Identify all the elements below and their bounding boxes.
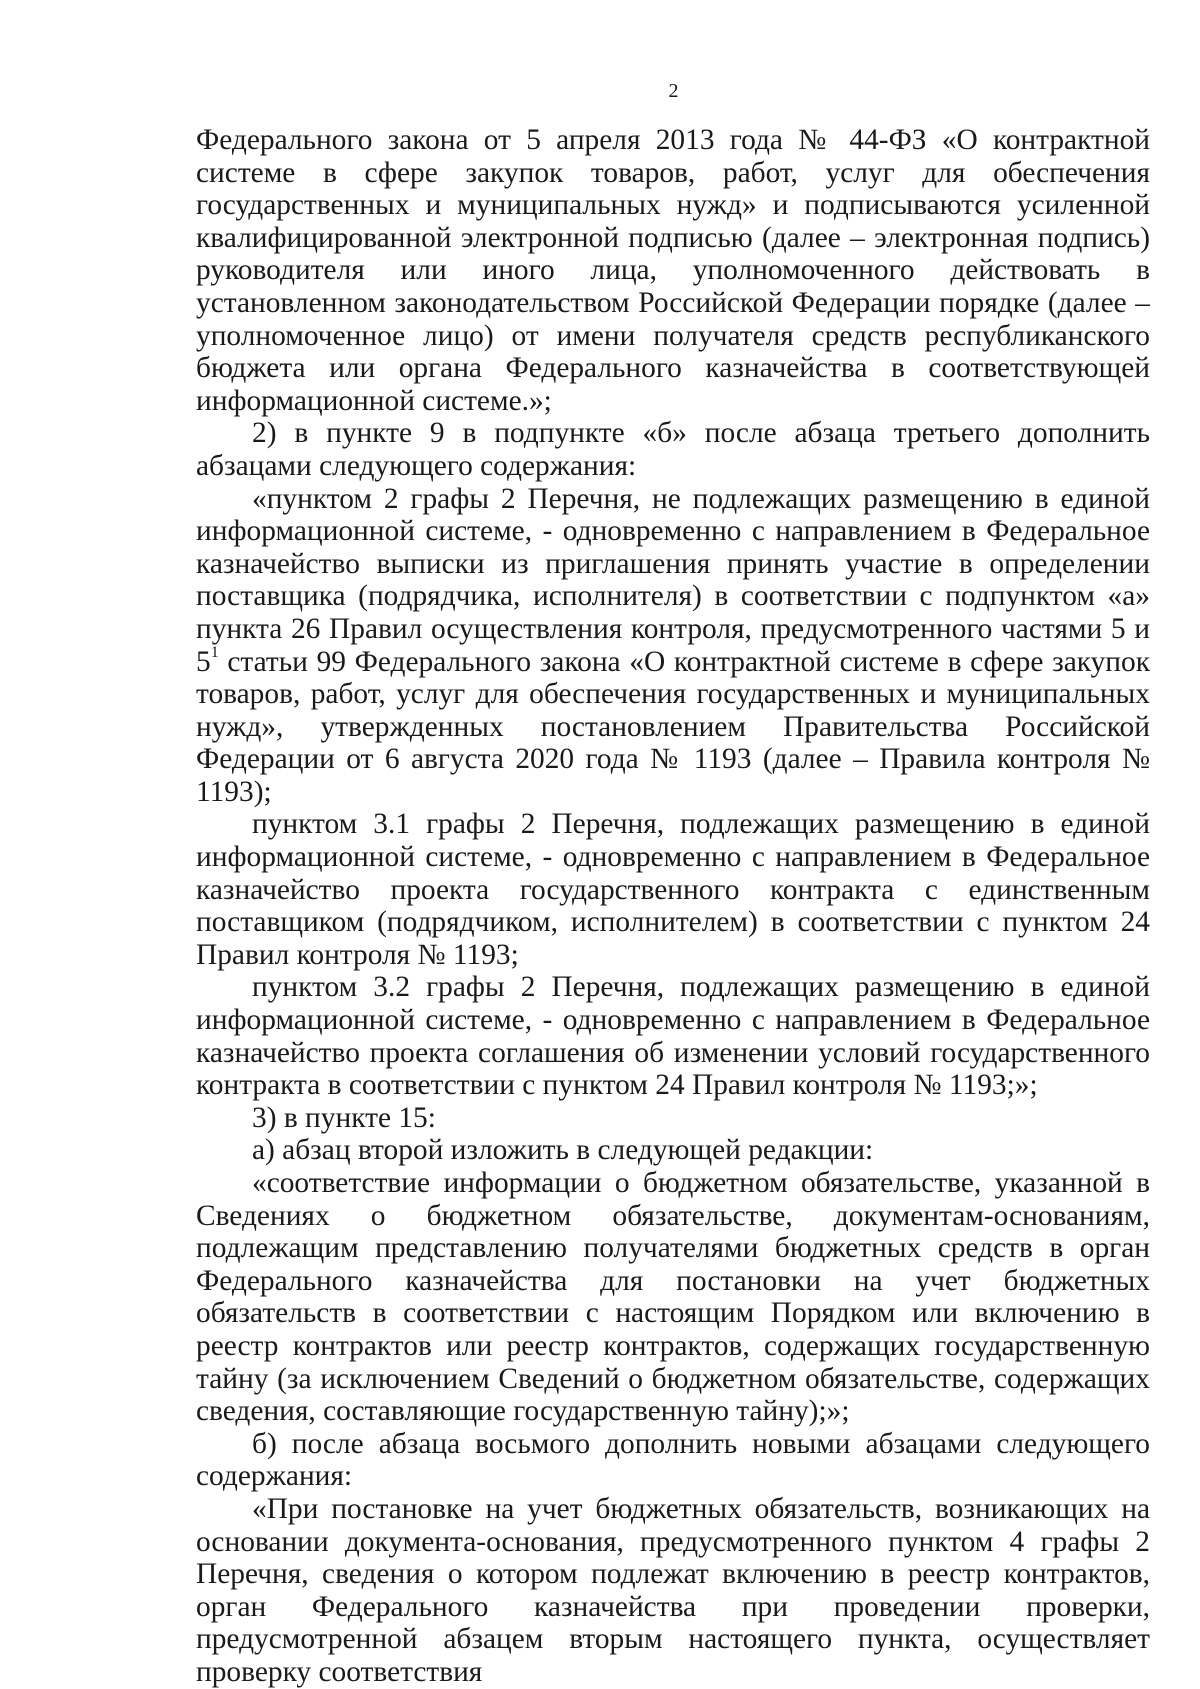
paragraph: «соответствие информации о бюджетном обязательстве, указанной в Сведениях о бюджетном обязательстве, документам-основаниям, подлежащим представлению получателями бюджетных средств в орган Федерального казначейства для постановки на учет бюджетных обязательств в соответствии с настоящим Порядком или включению в реестр контрактов или реестр контрактов, содержащих государственную тайну (за исключением Сведений о бюджетном обязательстве, содержащих сведения, составляющие государственную тайну);»; — [196, 1167, 1150, 1428]
paragraph: а) абзац второй изложить в следующей редакции: — [252, 1134, 874, 1167]
paragraph: пунктом 3.2 графы 2 Перечня, подлежащих размещению в единой информационной системе, - одновременно с направлением в Федеральное казначейство проекта соглашения об изменении условий государственного контракта в соответствии с пунктом 24 Правил контроля № 1193;»; — [196, 971, 1150, 1102]
page-number: 2 — [668, 80, 679, 102]
paragraph: 3) в пункте 15: — [252, 1101, 436, 1134]
paragraph: б) после абзаца восьмого дополнить новыми абзацами следующего содержания: — [196, 1427, 1150, 1493]
paragraph-text: «пунктом 2 графы 2 Перечня, не подлежащих размещению в единой информационной системе, - одновременно с направлением в Федеральное казначейство выписки из приглашения принять участие в определении поставщика (подрядчика, исполнителя) в соответствии с подпунктом «а» пункта 26 Правил осуществления контроля, предусмотренного частями 5 и 5 — [196, 482, 1150, 678]
paragraph: пунктом 3.1 графы 2 Перечня, подлежащих размещению в единой информационной системе, - одновременно с направлением в Федеральное казначейство проекта государственного контракта с единственным поставщиком (подрядчиком, исполнителем) в соответствии с пунктом 24 Правил контроля № 1193; — [196, 808, 1150, 971]
paragraph: Федерального закона от 5 апреля 2013 года № 44-ФЗ «О контрактной системе в сфере закупок товаров, работ, услуг для обеспечения государственных и муниципальных нужд» и подписываются усиленной квалифицированной электронной подписью (далее – электронная подпись) руководителя или иного лица, уполномоченного действовать в установленном законодательством Российской Федерации порядке (далее – уполномоченное лицо) от имени получателя средств республиканского бюджета или органа Федерального казначейства в соответствующей информационной системе.»; — [196, 124, 1150, 417]
paragraph — [196, 483, 1150, 809]
paragraph-text: статьи 99 Федерального закона «О контрактной системе в сфере закупок товаров, работ, услуг для обеспечения государственных и муниципальных нужд», утвержденных постановлением Правительства Российской Федерации от 6 августа 2020 года № 1193 (далее – Правила контроля № 1193); — [196, 645, 1150, 808]
superscript: 1 — [210, 643, 219, 661]
paragraph: 2) в пункте 9 в подпункте «б» после абзаца третьего дополнить абзацами следующего содержания: — [196, 417, 1150, 482]
document-body — [196, 124, 1150, 1689]
paragraph: «При постановке на учет бюджетных обязательств, возникающих на основании документа-основания, предусмотренного пунктом 4 графы 2 Перечня, сведения о котором подлежат включению в реестр контрактов, орган Федерального казначейства при проведении проверки, предусмотренной абзацем вторым настоящего пункта, осуществляет проверку соответствия — [196, 1492, 1150, 1688]
